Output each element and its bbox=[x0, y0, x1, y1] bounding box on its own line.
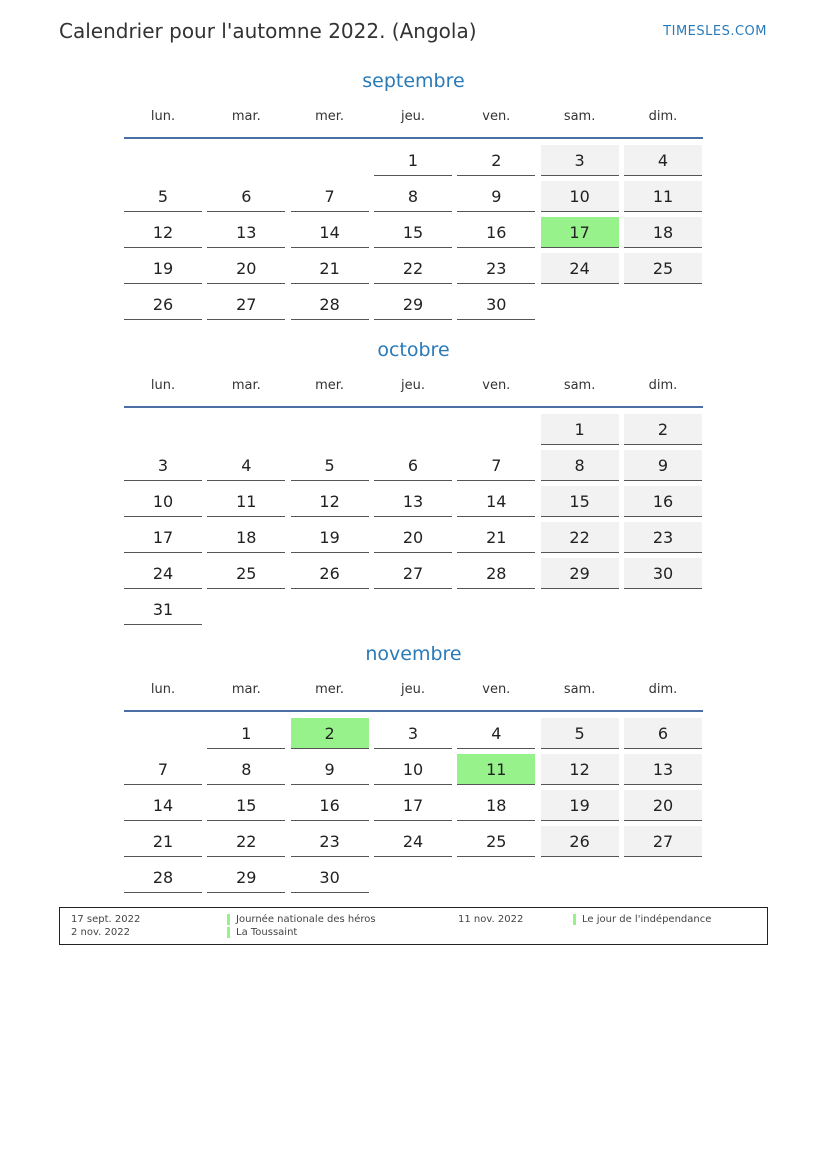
weekday-label: dim. bbox=[648, 682, 678, 697]
day-cell: 20 bbox=[207, 253, 285, 284]
day-cell: 5 bbox=[291, 450, 369, 481]
day-cell: 22 bbox=[207, 826, 285, 857]
holiday-legend bbox=[59, 907, 768, 945]
legend-date: 2 nov. 2022 bbox=[71, 927, 130, 938]
weekday-label: lun. bbox=[150, 682, 176, 697]
day-cell: 24 bbox=[374, 826, 452, 857]
day-cell: 11 bbox=[624, 181, 702, 212]
day-cell: 1 bbox=[207, 718, 285, 749]
day-cell: 19 bbox=[291, 522, 369, 553]
weekday-label: sam. bbox=[563, 682, 596, 697]
day-cell: 18 bbox=[207, 522, 285, 553]
day-cell: 6 bbox=[624, 718, 702, 749]
day-cell: 30 bbox=[624, 558, 702, 589]
weekday-label: sam. bbox=[563, 378, 596, 393]
day-cell: 14 bbox=[291, 217, 369, 248]
day-cell: 21 bbox=[291, 253, 369, 284]
day-cell: 7 bbox=[457, 450, 535, 481]
month-title: octobre bbox=[377, 339, 450, 361]
day-cell: 21 bbox=[457, 522, 535, 553]
day-cell: 13 bbox=[207, 217, 285, 248]
day-cell: 15 bbox=[374, 217, 452, 248]
day-cell: 26 bbox=[124, 289, 202, 320]
holiday-day-cell: 2 bbox=[291, 718, 369, 749]
day-cell: 29 bbox=[374, 289, 452, 320]
day-cell: 22 bbox=[541, 522, 619, 553]
day-cell: 13 bbox=[374, 486, 452, 517]
day-cell: 5 bbox=[541, 718, 619, 749]
day-cell: 17 bbox=[374, 790, 452, 821]
weekday-label: mar. bbox=[231, 682, 261, 697]
legend-holiday-name: La Toussaint bbox=[227, 927, 297, 938]
weekday-label: mer. bbox=[315, 682, 345, 697]
day-cell: 19 bbox=[541, 790, 619, 821]
header-divider bbox=[124, 137, 703, 139]
day-cell: 12 bbox=[541, 754, 619, 785]
day-cell: 6 bbox=[207, 181, 285, 212]
weekday-label: mar. bbox=[231, 378, 261, 393]
day-cell: 26 bbox=[541, 826, 619, 857]
weekday-label: jeu. bbox=[401, 378, 425, 393]
weekday-label: jeu. bbox=[401, 682, 425, 697]
header-divider bbox=[124, 406, 703, 408]
weekday-label: lun. bbox=[150, 378, 176, 393]
day-cell: 3 bbox=[124, 450, 202, 481]
day-cell: 4 bbox=[457, 718, 535, 749]
day-cell: 20 bbox=[624, 790, 702, 821]
day-cell: 15 bbox=[207, 790, 285, 821]
legend-holiday-name: Journée nationale des héros bbox=[227, 914, 376, 925]
day-cell: 25 bbox=[207, 558, 285, 589]
day-cell: 12 bbox=[124, 217, 202, 248]
day-cell: 8 bbox=[374, 181, 452, 212]
page-title: Calendrier pour l'automne 2022. (Angola) bbox=[59, 19, 477, 43]
day-cell: 3 bbox=[541, 145, 619, 176]
day-cell: 10 bbox=[374, 754, 452, 785]
day-cell: 29 bbox=[207, 862, 285, 893]
weekday-label: jeu. bbox=[401, 109, 425, 124]
day-cell: 1 bbox=[374, 145, 452, 176]
day-cell: 7 bbox=[124, 754, 202, 785]
day-cell: 10 bbox=[541, 181, 619, 212]
day-cell: 1 bbox=[541, 414, 619, 445]
holiday-day-cell: 11 bbox=[457, 754, 535, 785]
day-cell: 2 bbox=[624, 414, 702, 445]
day-cell: 9 bbox=[291, 754, 369, 785]
weekday-header bbox=[123, 682, 703, 702]
holiday-day-cell: 17 bbox=[541, 217, 619, 248]
day-cell: 10 bbox=[124, 486, 202, 517]
day-cell: 21 bbox=[124, 826, 202, 857]
weekday-label: dim. bbox=[648, 109, 678, 124]
day-cell: 5 bbox=[124, 181, 202, 212]
legend-holiday-name: Le jour de l'indépendance bbox=[573, 914, 711, 925]
day-cell: 30 bbox=[457, 289, 535, 320]
day-cell: 16 bbox=[457, 217, 535, 248]
day-cell: 25 bbox=[624, 253, 702, 284]
weekday-label: mer. bbox=[315, 109, 345, 124]
day-cell: 16 bbox=[624, 486, 702, 517]
day-cell: 4 bbox=[207, 450, 285, 481]
day-cell: 23 bbox=[624, 522, 702, 553]
header-divider bbox=[124, 710, 703, 712]
day-cell: 18 bbox=[624, 217, 702, 248]
day-cell: 19 bbox=[124, 253, 202, 284]
weekday-label: ven. bbox=[482, 109, 511, 124]
day-cell: 9 bbox=[457, 181, 535, 212]
day-cell: 27 bbox=[374, 558, 452, 589]
day-cell: 9 bbox=[624, 450, 702, 481]
month-title: septembre bbox=[362, 70, 465, 92]
day-cell: 27 bbox=[207, 289, 285, 320]
day-cell: 28 bbox=[124, 862, 202, 893]
day-cell: 23 bbox=[291, 826, 369, 857]
day-cell: 30 bbox=[291, 862, 369, 893]
weekday-label: sam. bbox=[563, 109, 596, 124]
day-cell: 26 bbox=[291, 558, 369, 589]
day-cell: 3 bbox=[374, 718, 452, 749]
day-cell: 4 bbox=[624, 145, 702, 176]
day-cell: 7 bbox=[291, 181, 369, 212]
day-cell: 25 bbox=[457, 826, 535, 857]
weekday-label: ven. bbox=[482, 378, 511, 393]
day-cell: 8 bbox=[207, 754, 285, 785]
day-cell: 28 bbox=[291, 289, 369, 320]
weekday-header bbox=[123, 378, 703, 398]
day-cell: 11 bbox=[207, 486, 285, 517]
site-link[interactable]: TIMESLES.COM bbox=[663, 24, 767, 39]
legend-date: 17 sept. 2022 bbox=[71, 914, 141, 925]
day-cell: 27 bbox=[624, 826, 702, 857]
day-cell: 14 bbox=[124, 790, 202, 821]
day-cell: 28 bbox=[457, 558, 535, 589]
weekday-label: mar. bbox=[231, 109, 261, 124]
day-cell: 8 bbox=[541, 450, 619, 481]
day-cell: 22 bbox=[374, 253, 452, 284]
day-cell: 24 bbox=[124, 558, 202, 589]
legend-date: 11 nov. 2022 bbox=[458, 914, 524, 925]
weekday-label: ven. bbox=[482, 682, 511, 697]
day-cell: 18 bbox=[457, 790, 535, 821]
day-cell: 23 bbox=[457, 253, 535, 284]
day-cell: 12 bbox=[291, 486, 369, 517]
day-cell: 15 bbox=[541, 486, 619, 517]
day-cell: 2 bbox=[457, 145, 535, 176]
day-cell: 31 bbox=[124, 594, 202, 625]
day-cell: 17 bbox=[124, 522, 202, 553]
weekday-label: mer. bbox=[315, 378, 345, 393]
month-title: novembre bbox=[365, 643, 462, 665]
day-cell: 14 bbox=[457, 486, 535, 517]
day-cell: 29 bbox=[541, 558, 619, 589]
day-cell: 24 bbox=[541, 253, 619, 284]
weekday-label: dim. bbox=[648, 378, 678, 393]
day-cell: 13 bbox=[624, 754, 702, 785]
day-cell: 6 bbox=[374, 450, 452, 481]
weekday-label: lun. bbox=[150, 109, 176, 124]
day-cell: 20 bbox=[374, 522, 452, 553]
day-cell: 16 bbox=[291, 790, 369, 821]
weekday-header bbox=[123, 109, 703, 129]
